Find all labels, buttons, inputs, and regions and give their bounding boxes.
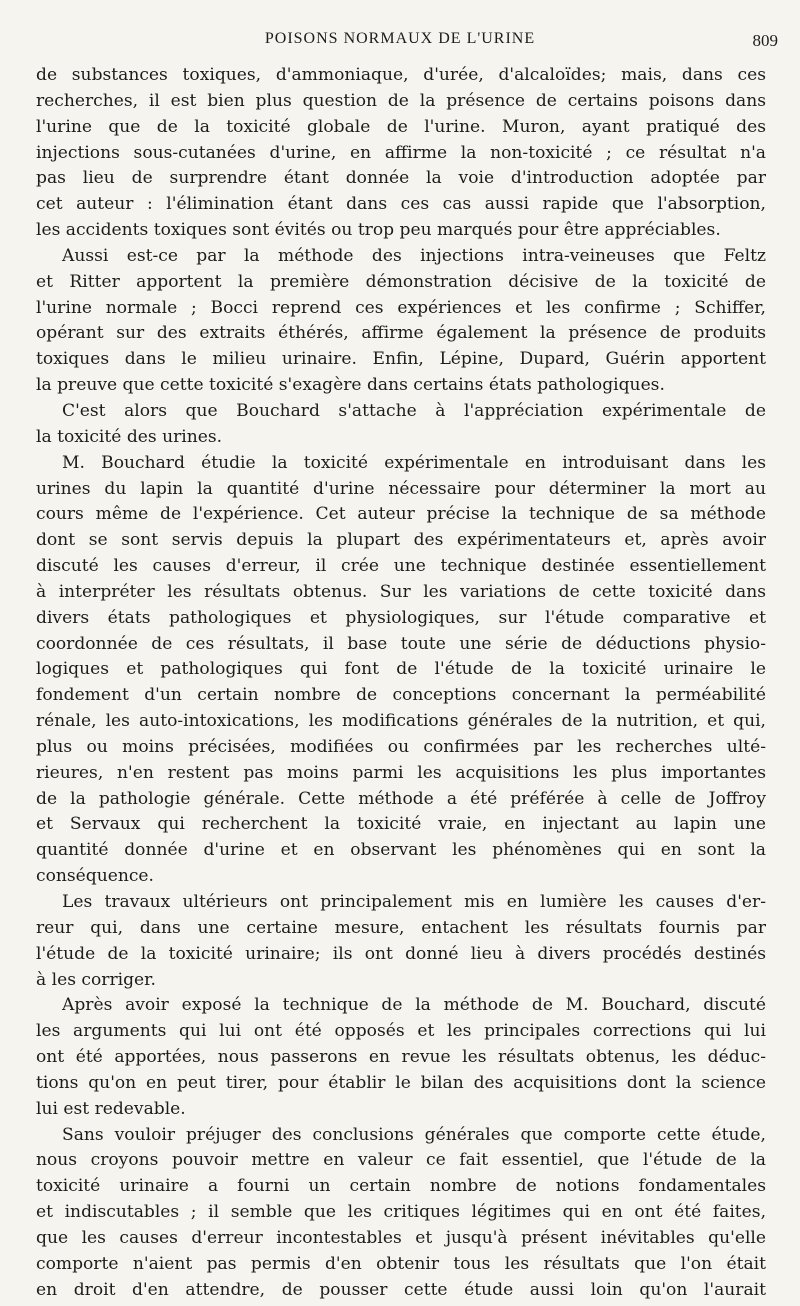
text-line: fondement d'un certain nombre de conceptions concernant la perméabilité	[36, 685, 766, 706]
text-line: logiques et pathologiques qui font de l'étude de la toxicité urinaire le	[36, 659, 766, 680]
text-line: dont se sont servis depuis la plupart des expérimentateurs et, après avoir	[36, 530, 766, 551]
text-line: quantité donnée d'urine et en observant les phénomènes qui en sont la	[36, 840, 766, 861]
text-line: de la pathologie générale. Cette méthode a été préférée à celle de Joffroy	[36, 788, 766, 809]
text-line: à les corriger.	[36, 969, 156, 990]
text-line: recherches, il est bien plus question de la présence de certains poisons dans	[36, 90, 766, 111]
text-line: injections sous-cutanées d'urine, en affirme la non-toxicité ; ce résultat n'a	[36, 142, 766, 163]
text-line: en droit d'en attendre, de pousser cette étude aussi loin qu'on l'aurait	[36, 1279, 766, 1300]
text-line: et Ritter apportent la première démonstration décisive de la toxicité de	[36, 271, 766, 292]
text-line: comporte n'aient pas permis d'en obtenir tous les résultats que l'on était	[36, 1253, 766, 1274]
text-line: conséquence.	[36, 866, 154, 887]
text-line: cet auteur : l'élimination étant dans ces cas aussi rapide que l'absorption,	[36, 194, 766, 215]
text-line: rieures, n'en restent pas moins parmi les acquisitions les plus importantes	[36, 762, 766, 783]
text-line: plus ou moins précisées, modifiées ou confirmées par les recherches ulté-	[36, 736, 766, 757]
text-line: à interpréter les résultats obtenus. Sur les variations de cette toxicité dans	[36, 581, 766, 602]
paragraph-first-line: Après avoir exposé la technique de la méthode de M. Bouchard, discuté	[62, 995, 766, 1016]
text-line: les arguments qui lui ont été opposés et les principales corrections qui lui	[36, 1021, 766, 1042]
text-line: ont été apportées, nous passerons en revue les résultats obtenus, les déduc-	[36, 1047, 766, 1068]
text-line: les accidents toxiques sont évités ou trop peu marqués pour être appréciables.	[36, 220, 721, 241]
paragraph-first-line: Les travaux ultérieurs ont principalement mis en lumière les causes d'er-	[62, 892, 766, 912]
text-line: l'urine normale ; Bocci reprend ces expériences et les confirme ; Schiffer,	[36, 297, 766, 318]
text-line: la preuve que cette toxicité s'exagère dans certains états pathologiques.	[36, 375, 665, 396]
text-line: divers états pathologiques et physiologiques, sur l'étude comparative et	[36, 607, 766, 628]
text-line: reur qui, dans une certaine mesure, entachent les résultats fournis par	[36, 917, 766, 938]
text-line: et Servaux qui recherchent la toxicité vraie, en injectant au lapin une	[36, 814, 766, 835]
text-line: tions qu'on en peut tirer, pour établir le bilan des acquisitions dont la science	[36, 1072, 766, 1093]
paragraph-first-line: M. Bouchard étudie la toxicité expérimentale en introduisant dans les	[62, 452, 766, 473]
text-line: toxiques dans le milieu urinaire. Enfin, Lépine, Dupard, Guérin apportent	[36, 349, 766, 370]
text-line: cours même de l'expérience. Cet auteur précise la technique de sa méthode	[36, 504, 766, 525]
text-line: urines du lapin la quantité d'urine nécessaire pour déterminer la mort au	[36, 478, 766, 499]
text-line: de substances toxiques, d'ammoniaque, d'urée, d'alcaloïdes; mais, dans ces	[36, 65, 766, 85]
text-line: coordonnée de ces résultats, il base toute une série de déductions physio-	[36, 633, 766, 654]
page-number: 809	[752, 31, 778, 50]
paragraph-first-line: Aussi est-ce par la méthode des injections intra-veineuses que Feltz	[62, 245, 766, 266]
paragraph-first-line: Sans vouloir préjuger des conclusions générales que comporte cette étude,	[62, 1124, 766, 1145]
text-line: pas lieu de surprendre étant donnée la voie d'introduction adoptée par	[36, 168, 766, 189]
text-line: lui est redevable.	[36, 1098, 186, 1119]
text-line: et indiscutables ; il semble que les critiques légitimes qui en ont été faites,	[36, 1202, 766, 1223]
text-line: la toxicité des urines.	[36, 426, 223, 447]
body-text	[36, 63, 766, 1304]
text-line: l'urine que de la toxicité globale de l'urine. Muron, ayant pratiqué des	[36, 116, 766, 137]
text-line: discuté les causes d'erreur, il crée une technique destinée essentiellement	[36, 556, 766, 577]
paragraph-first-line: C'est alors que Bouchard s'attache à l'appréciation expérimentale de	[62, 400, 766, 421]
text-line: toxicité urinaire a fourni un certain nombre de notions fondamentales	[36, 1176, 766, 1197]
text-line: opérant sur des extraits éthérés, affirme également la présence de produits	[36, 323, 766, 344]
text-line: que les causes d'erreur incontestables et jusqu'à présent inévitables qu'elle	[36, 1227, 766, 1248]
text-line: l'étude de la toxicité urinaire; ils ont donné lieu à divers procédés destinés	[36, 943, 766, 964]
running-title: POISONS NORMAUX DE L'URINE	[264, 30, 536, 47]
text-line: nous croyons pouvoir mettre en valeur ce fait essentiel, que l'étude de la	[36, 1150, 766, 1171]
text-line: rénale, les auto-intoxications, les modifications générales de la nutrition, et qui,	[36, 711, 766, 732]
